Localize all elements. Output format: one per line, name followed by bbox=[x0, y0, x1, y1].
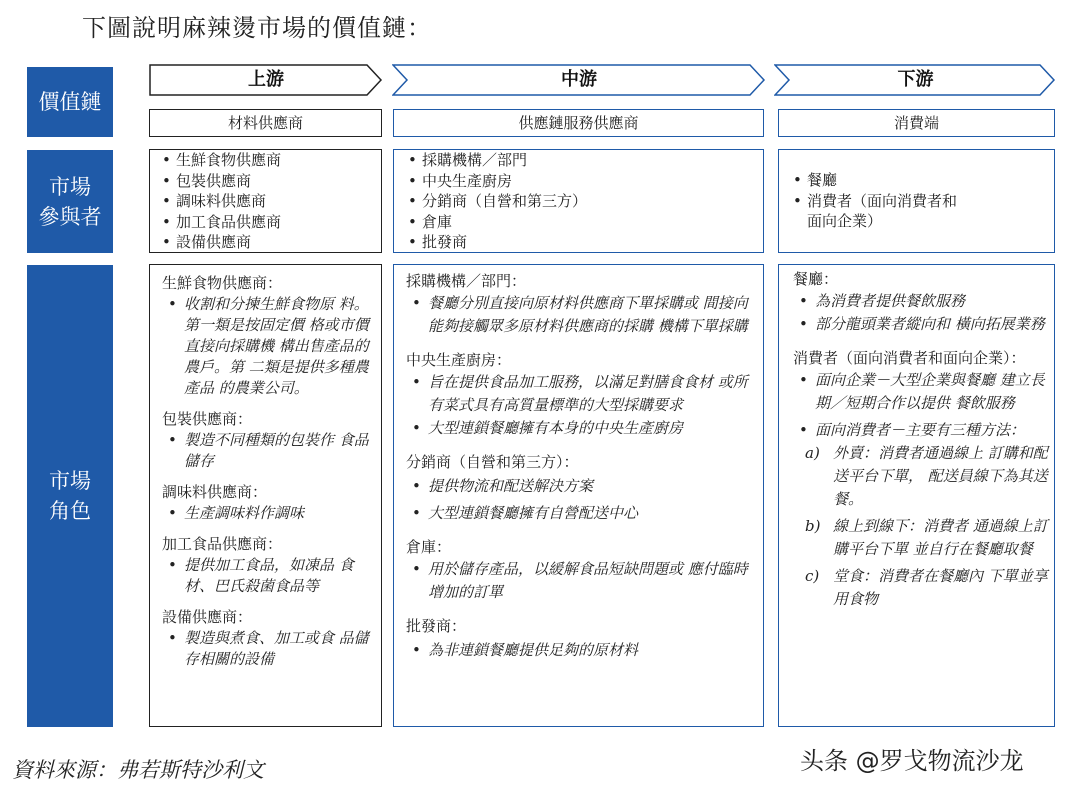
role-list bbox=[406, 292, 759, 338]
stage-label: 中游 bbox=[561, 69, 597, 90]
role-line: 料。第一類是按固定價 bbox=[184, 295, 369, 334]
role-group bbox=[406, 350, 759, 440]
role-list bbox=[162, 628, 377, 670]
role-line: 部分龍頭業者縱向和 bbox=[815, 315, 951, 333]
role-group bbox=[162, 409, 377, 472]
role-title: 採購機構／部門： bbox=[406, 272, 527, 290]
method-item bbox=[793, 565, 1052, 611]
role-item: • 大型連鎖餐廳擁有本身的中央生產廚房 bbox=[406, 417, 759, 440]
role-title: 餐廳： bbox=[793, 270, 839, 288]
list-item: • 中央生產廚房 bbox=[400, 171, 763, 192]
role-line: 或所有菜式具有高質量標準的大型採購要求 bbox=[428, 373, 748, 414]
role-line: 格或市價直接向採購機 bbox=[184, 316, 369, 355]
list-item: • 分銷商（自營和第三方） bbox=[400, 191, 763, 212]
stage-subtitle: 供應鏈服務供應商 bbox=[393, 109, 764, 137]
row-label-text: 參與者 bbox=[38, 204, 102, 229]
method-line: 訂購和配送平台下單， bbox=[833, 444, 1048, 485]
role-item bbox=[406, 292, 759, 338]
role-item bbox=[406, 558, 759, 604]
role-line: 食品儲存 bbox=[184, 431, 369, 470]
role-line: 二類是提供多種農產品 bbox=[184, 358, 369, 397]
watermark: 头条 @罗戈物流沙龙 bbox=[800, 747, 1024, 775]
role-item: • 面向消費者－主要有三種方法： bbox=[793, 419, 1052, 442]
role-line: 旨在提供食品加工服務，以滿足對膳食食材 bbox=[428, 373, 714, 391]
list-item: • 倉庫 bbox=[400, 212, 763, 233]
role-line: 餐廳分別直接向原材料供應商下單採購或 bbox=[428, 294, 699, 312]
stage-label: 上游 bbox=[248, 69, 284, 90]
participants-upstream bbox=[149, 149, 382, 253]
role-group bbox=[162, 273, 377, 399]
role-group bbox=[406, 452, 759, 527]
role-line: 品儲存相關的設備 bbox=[184, 629, 369, 668]
role-line: 收割和分揀生鮮食物原 bbox=[184, 295, 335, 313]
role-line: 構出售產品的農戶。第 bbox=[184, 337, 369, 376]
role-item bbox=[162, 628, 377, 670]
role-item bbox=[162, 294, 377, 399]
method-marker: b) bbox=[805, 517, 821, 535]
role-title: 設備供應商： bbox=[162, 608, 253, 626]
stage-label: 下游 bbox=[897, 69, 934, 90]
role-item bbox=[162, 555, 377, 597]
stage-subtitle: 消費端 bbox=[778, 109, 1055, 137]
row-label-value-chain bbox=[27, 67, 113, 137]
method-line: 下單並享用食物 bbox=[833, 567, 1048, 608]
participant-list bbox=[400, 150, 763, 253]
role-list bbox=[406, 371, 759, 440]
row-label-text: 價值鏈 bbox=[38, 90, 102, 114]
list-item: • 調味料供應商 bbox=[154, 191, 381, 212]
role-list bbox=[406, 637, 759, 664]
role-list bbox=[162, 503, 377, 524]
method-marker: c) bbox=[805, 567, 820, 585]
role-line: 製造與煮食、加工或食 bbox=[184, 629, 335, 647]
role-item bbox=[406, 371, 759, 417]
role-group bbox=[162, 607, 377, 670]
stage-midstream bbox=[392, 64, 766, 96]
role-item bbox=[162, 430, 377, 472]
role-group bbox=[793, 348, 1052, 611]
role-item: • 為消費者提供餐飲服務 bbox=[793, 290, 1052, 313]
role-list bbox=[406, 558, 759, 604]
role-group bbox=[406, 537, 759, 604]
stage-upstream bbox=[149, 64, 383, 96]
role-line: 的農業公司。 bbox=[218, 379, 309, 397]
page-title: 下圖說明麻辣燙市場的價值鏈： bbox=[82, 14, 432, 42]
role-line: 製造不同種類的包裝作 bbox=[184, 431, 335, 449]
list-item-line: 面向企業） bbox=[807, 212, 883, 230]
role-title: 包裝供應商： bbox=[162, 410, 253, 428]
method-line: 配送員線下為其送餐。 bbox=[833, 467, 1048, 508]
participants-downstream bbox=[778, 149, 1055, 253]
role-title: 倉庫： bbox=[406, 538, 452, 556]
role-list bbox=[793, 290, 1052, 336]
role-item bbox=[793, 369, 1052, 415]
role-line: 用於儲存產品，以緩解食品短缺問題或 bbox=[428, 560, 684, 578]
role-title: 分銷商（自營和第三方）： bbox=[406, 453, 579, 471]
participant-list bbox=[785, 170, 1054, 232]
method-line: 堂食：消費者在餐廳內 bbox=[833, 567, 984, 585]
role-list bbox=[162, 294, 377, 399]
role-title: 調味料供應商： bbox=[162, 483, 268, 501]
role-line: 提供加工食品，如凍品 bbox=[184, 556, 335, 574]
role-list bbox=[162, 430, 377, 472]
role-title: 消費者（面向消費者和面向企業）： bbox=[793, 349, 1026, 367]
role-line: 生產調味料作調味 bbox=[184, 504, 305, 522]
role-line: 間接向能夠接觸眾多原材料供應商的採購 bbox=[428, 294, 748, 335]
role-group bbox=[162, 534, 377, 597]
method-item bbox=[793, 442, 1052, 511]
role-item: • 為非連鎖餐廳提供足夠的原材料 bbox=[406, 637, 759, 664]
roles-downstream bbox=[778, 264, 1055, 727]
role-item bbox=[162, 503, 377, 524]
role-title: 中央生產廚房： bbox=[406, 351, 512, 369]
list-item bbox=[785, 191, 1054, 232]
source-note: 資料來源：弗若斯特沙利文 bbox=[12, 758, 264, 782]
roles-upstream bbox=[149, 264, 382, 727]
role-item bbox=[793, 313, 1052, 336]
role-list bbox=[162, 555, 377, 597]
method-line: 並自行在餐廳取餐 bbox=[912, 540, 1033, 558]
method-item bbox=[793, 515, 1052, 561]
list-item: • 設備供應商 bbox=[154, 232, 381, 253]
list-item: • 採購機構／部門 bbox=[400, 150, 763, 171]
row-label-text: 角色 bbox=[49, 499, 91, 523]
role-title: 加工食品供應商： bbox=[162, 535, 283, 553]
list-item: • 批發商 bbox=[400, 232, 763, 253]
list-item: • 生鮮食物供應商 bbox=[154, 150, 381, 171]
role-line: 面向企業－大型企業與餐廳 bbox=[815, 371, 996, 389]
role-item: • 大型連鎖餐廳擁有自營配送中心 bbox=[406, 500, 759, 527]
participant-list bbox=[154, 150, 381, 253]
role-title: 生鮮食物供應商： bbox=[162, 274, 283, 292]
list-item-line: • 消費者（面向消費者和 bbox=[807, 191, 958, 210]
role-line: 應付臨時增加的訂單 bbox=[428, 560, 748, 601]
role-list bbox=[406, 473, 759, 527]
list-item: • 包裝供應商 bbox=[154, 171, 381, 192]
role-line: 機構下單採購 bbox=[657, 317, 748, 335]
row-label-roles bbox=[27, 265, 113, 727]
role-group bbox=[406, 271, 759, 338]
role-line: 餐飲服務 bbox=[954, 394, 1015, 412]
list-item: • 加工食品供應商 bbox=[154, 212, 381, 233]
roles-midstream bbox=[393, 264, 764, 727]
participants-midstream bbox=[393, 149, 764, 253]
method-line: 外賣：消費者通過線上 bbox=[833, 444, 984, 462]
method-line: 線上到線下：消費者 bbox=[833, 517, 969, 535]
role-line: 建立長期／短期合作以提供 bbox=[815, 371, 1045, 412]
role-title: 批發商： bbox=[406, 617, 467, 635]
role-item: • 提供物流和配送解決方案 bbox=[406, 473, 759, 500]
role-group bbox=[793, 269, 1052, 336]
list-item: • 餐廳 bbox=[785, 170, 1054, 191]
stage-subtitle: 材料供應商 bbox=[149, 109, 382, 137]
role-line: 食材、巴氏殺菌食品等 bbox=[184, 556, 354, 595]
role-line: 橫向拓展業務 bbox=[954, 315, 1045, 333]
role-group bbox=[162, 482, 377, 524]
row-label-text: 市場 bbox=[49, 469, 91, 493]
row-label-participants bbox=[27, 150, 113, 253]
row-label-text: 市場 bbox=[49, 174, 91, 199]
role-group bbox=[406, 616, 759, 664]
method-line: 通過線上訂購平台下單 bbox=[833, 517, 1048, 558]
stage-downstream bbox=[774, 64, 1057, 96]
method-marker: a) bbox=[805, 444, 820, 462]
role-list bbox=[793, 369, 1052, 442]
